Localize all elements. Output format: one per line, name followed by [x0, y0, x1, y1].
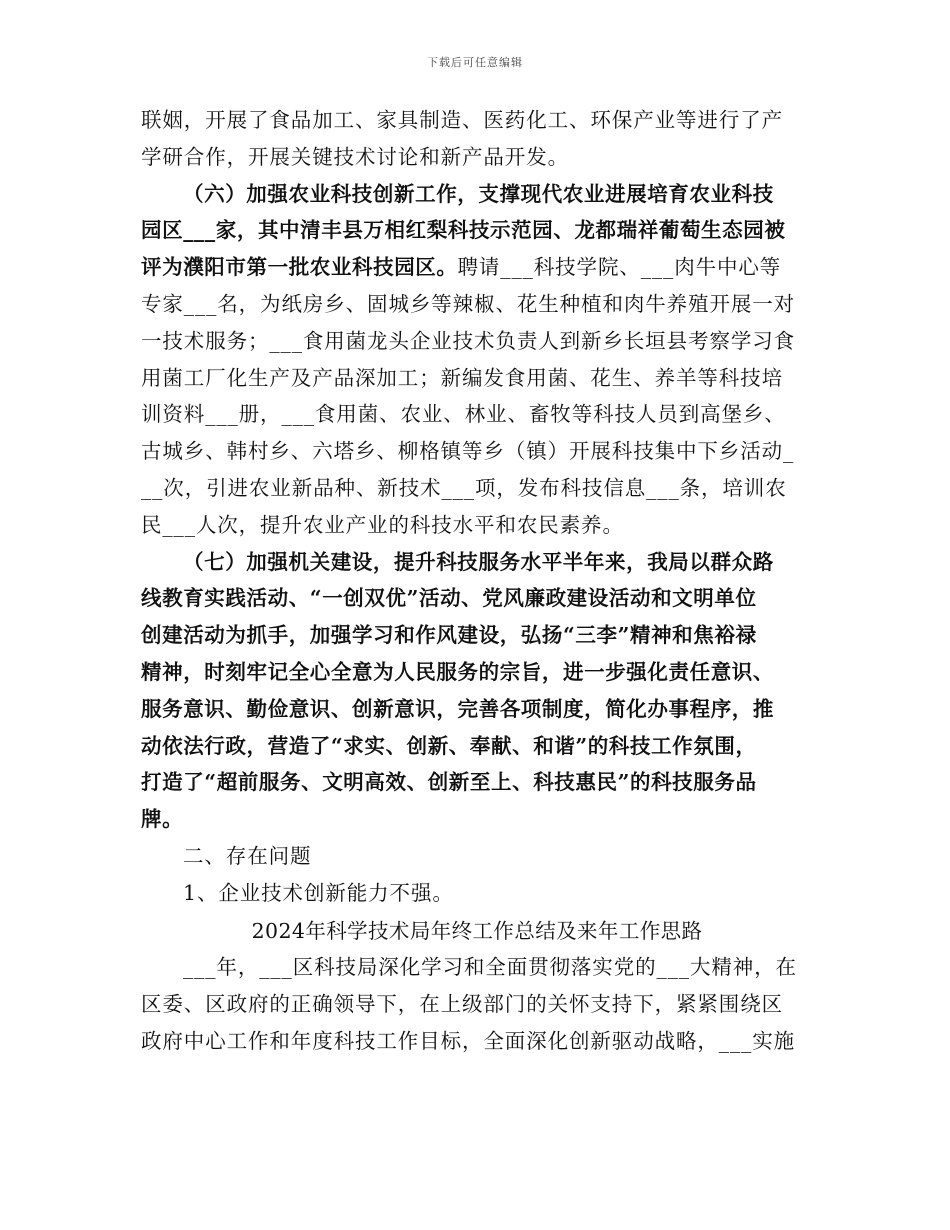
- section-2-item: 1、企业技术创新能力不强。: [183, 880, 454, 905]
- text-line: 精神，时刻牢记全心全意为人民服务的宗旨，进一步强化责任意识、: [141, 659, 774, 684]
- section-2-heading: 二、存在问题: [183, 843, 312, 868]
- text-line: 牌。: [141, 807, 184, 832]
- text-line: 园区___家，其中清丰县万相红梨科技示范园、龙都瑞祥葡萄生态园被: [141, 218, 786, 243]
- text-line: [141, 249, 813, 286]
- text-line: 打造了“超前服务、文明高效、创新至上、科技惠民”的科技服务品: [141, 770, 757, 795]
- text-line: 线教育实践活动、“一创双优”活动、党风廉政建设活动和文明单位: [141, 586, 757, 611]
- text-line: 古城乡、韩村乡、六塔乡、柳格镇等乡（镇）开展科技集中下乡活动_: [141, 439, 795, 464]
- text-line: 训资料___册，___食用菌、农业、林业、畜牧等科技人员到高堡乡、: [141, 402, 786, 427]
- text-line: 创建活动为抓手，加强学习和作风建设，弘扬“三李”精神和焦裕禄: [141, 623, 757, 648]
- text-line: 用菌工厂化生产及产品深加工；新编发食用菌、花生、养羊等科技培: [141, 365, 783, 390]
- intro-line: ___年，___区科技局深化学习和全面贯彻落实党的___大精神，在: [183, 955, 797, 980]
- bold-lead: 评为濮阳市第一批农业科技园区。: [141, 255, 458, 280]
- intro-line: 政府中心工作和年度科技工作目标，全面深化创新驱动战略，___实施: [141, 1028, 796, 1053]
- text-line: __次，引进农业新品种、新技术___项，发布科技信息___条，培训农: [141, 475, 787, 500]
- text-line: 民___人次，提升农业产业的科技水平和农民素养。: [141, 512, 624, 537]
- text-line: 学研合作，开展关键技术讨论和新产品开发。: [141, 144, 569, 169]
- text-line: 专家___名，为纸房乡、固城乡等辣椒、花生种植和肉牛养殖开展一对: [141, 291, 796, 316]
- document-title: 2024年科学技术局年终工作总结及来年工作思路: [251, 918, 703, 943]
- intro-line: 区委、区政府的正确领导下，在上级部门的关怀支持下，紧紧围绕区: [141, 992, 783, 1017]
- text-line: 动依法行政，营造了“求实、创新、奉献、和谐”的科技工作氛围，: [141, 733, 757, 758]
- text-line: 服务意识、勤俭意识、创新意识，完善各项制度，简化办事程序，推: [141, 696, 774, 721]
- text-line: 一技术服务；___食用菌龙头企业技术负责人到新乡长垣县考察学习食: [141, 328, 796, 353]
- section-6-heading: （六）加强农业科技创新工作，支撑现代农业进展培育农业科技: [183, 181, 774, 206]
- normal-tail: 聘请___科技学院、___肉牛中心等: [457, 255, 782, 280]
- document-body: [141, 102, 813, 1060]
- text-line: 联姻，开展了食品加工、家具制造、医药化工、环保产业等进行了产: [141, 108, 783, 132]
- section-7-heading: （七）加强机关建设，提升科技服务水平半年来，我局以群众路: [183, 549, 774, 574]
- page-header: 下载后可任意编辑: [427, 56, 523, 69]
